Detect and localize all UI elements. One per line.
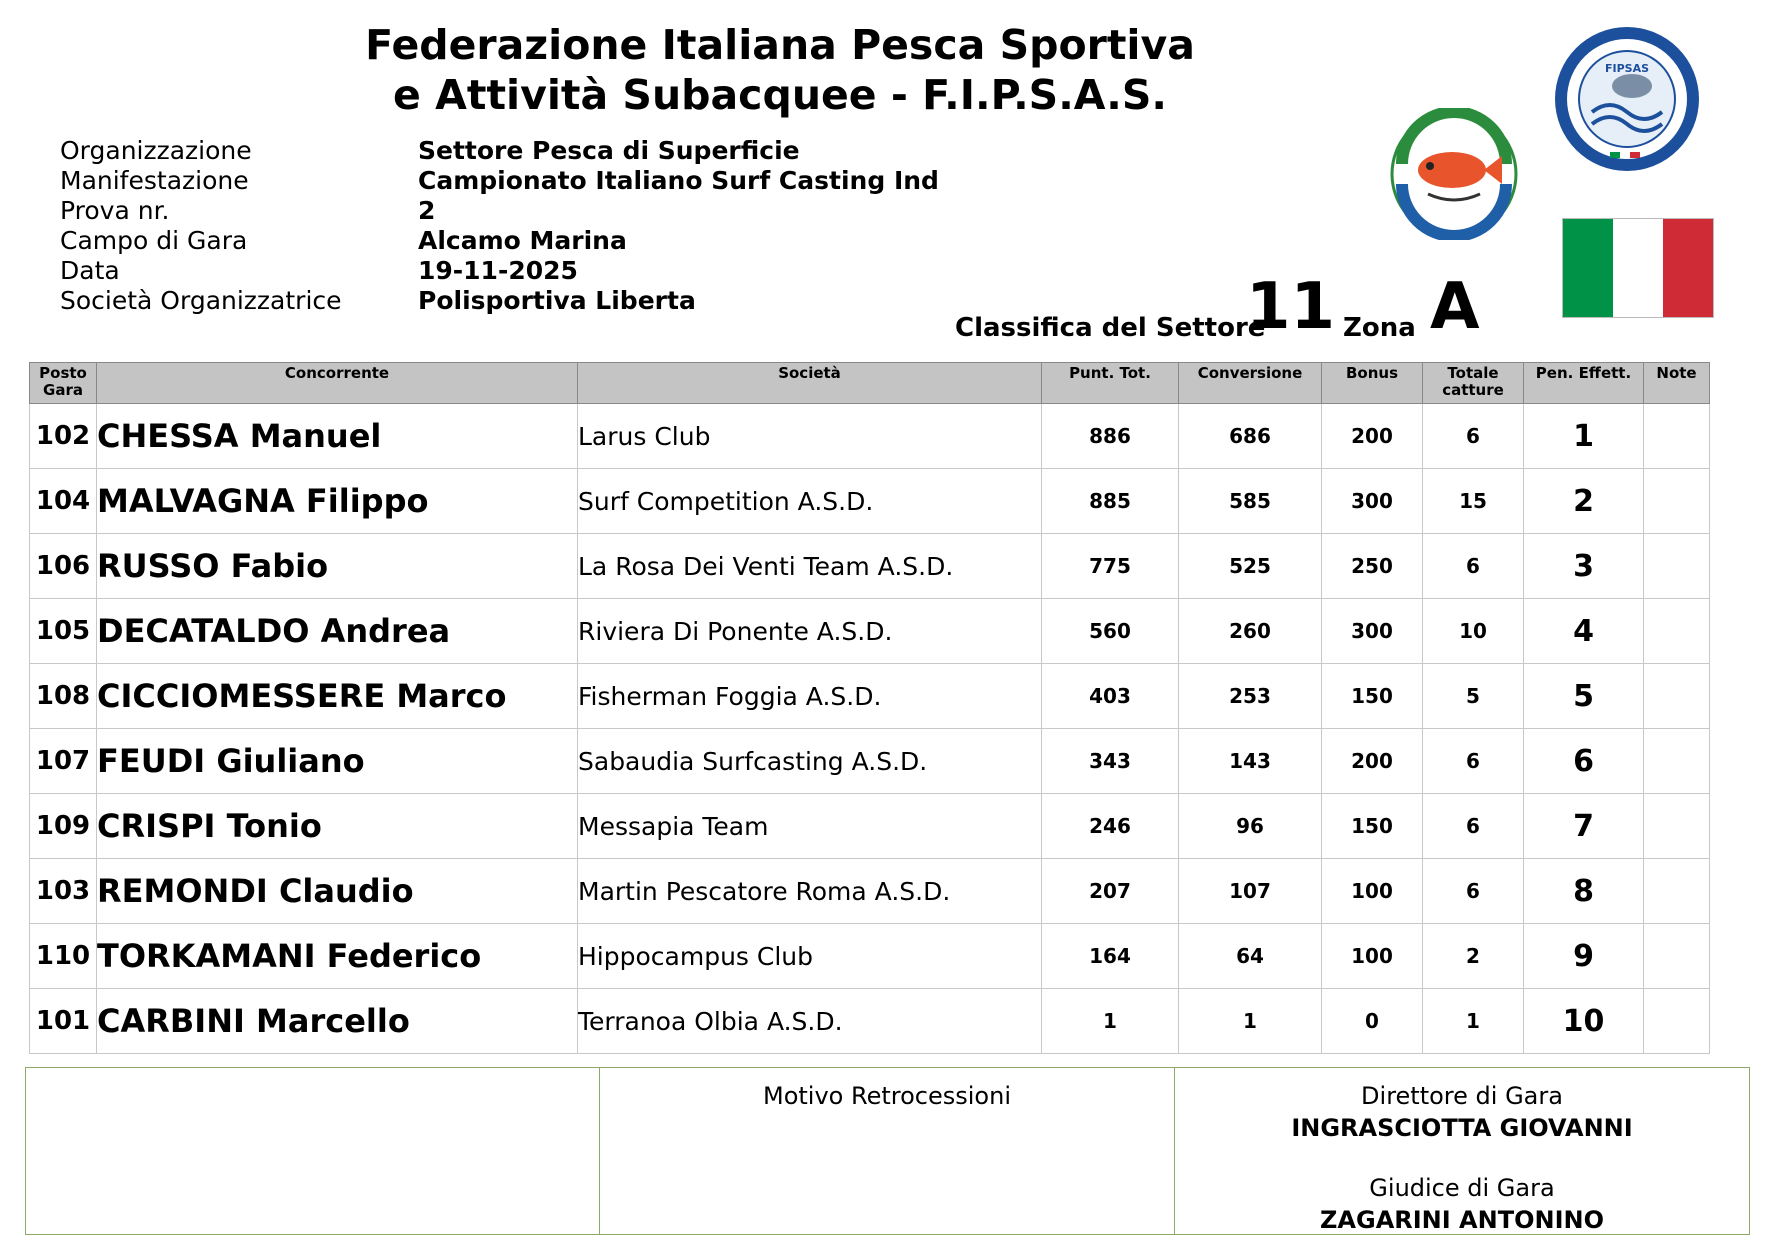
info-value: 19-11-2025 — [418, 255, 578, 285]
cell-bonus: 250 — [1322, 534, 1423, 599]
cell-societa: Messapia Team — [578, 794, 1042, 859]
footer-box — [25, 1067, 1750, 1235]
info-row-organizzazione — [60, 135, 939, 165]
cell-societa: Terranoa Olbia A.S.D. — [578, 989, 1042, 1054]
cell-concorrente: DECATALDO Andrea — [97, 599, 578, 664]
info-label: Campo di Gara — [60, 225, 248, 255]
cell-posto: 107 — [30, 729, 97, 794]
direttore-name: INGRASCIOTTA GIOVANNI — [1291, 1114, 1633, 1142]
cell-pen-effett: 6 — [1524, 729, 1644, 794]
cell-bonus: 150 — [1322, 664, 1423, 729]
cell-conversione: 686 — [1179, 404, 1322, 469]
cell-bonus: 200 — [1322, 729, 1423, 794]
info-row-campo — [60, 225, 939, 255]
cell-bonus: 0 — [1322, 989, 1423, 1054]
cell-bonus: 200 — [1322, 404, 1423, 469]
cell-concorrente: RUSSO Fabio — [97, 534, 578, 599]
table-row — [30, 729, 1710, 794]
header-bonus: Bonus — [1322, 363, 1423, 404]
document-title-line1: Federazione Italiana Pesca Sportiva — [365, 21, 1195, 69]
cell-punt-tot: 1 — [1042, 989, 1179, 1054]
cell-totale-catture: 1 — [1423, 989, 1524, 1054]
header-conversione: Conversione — [1179, 363, 1322, 404]
cell-totale-catture: 6 — [1423, 859, 1524, 924]
cell-pen-effett: 1 — [1524, 404, 1644, 469]
header-punt-tot: Punt. Tot. — [1042, 363, 1179, 404]
cell-conversione: 96 — [1179, 794, 1322, 859]
header-societa: Società — [578, 363, 1042, 404]
cell-concorrente: REMONDI Claudio — [97, 859, 578, 924]
info-label: Data — [60, 255, 120, 285]
cell-pen-effett: 4 — [1524, 599, 1644, 664]
info-label: Prova nr. — [60, 195, 170, 225]
cell-pen-effett: 5 — [1524, 664, 1644, 729]
results-table — [29, 362, 1710, 1054]
table-row — [30, 534, 1710, 599]
cell-conversione: 107 — [1179, 859, 1322, 924]
footer-motivo-cell — [600, 1068, 1175, 1235]
table-header-row — [30, 363, 1710, 404]
cell-bonus: 300 — [1322, 599, 1423, 664]
cell-societa: Hippocampus Club — [578, 924, 1042, 989]
flag-stripe-white — [1613, 219, 1663, 317]
info-row-prova — [60, 195, 939, 225]
info-value: Settore Pesca di Superficie — [418, 135, 800, 165]
event-info — [60, 135, 939, 315]
cell-totale-catture: 6 — [1423, 534, 1524, 599]
cell-punt-tot: 775 — [1042, 534, 1179, 599]
cell-pen-effett: 10 — [1524, 989, 1644, 1054]
cell-note — [1644, 989, 1710, 1054]
cell-pen-effett: 9 — [1524, 924, 1644, 989]
cell-punt-tot: 403 — [1042, 664, 1179, 729]
cell-pen-effett: 3 — [1524, 534, 1644, 599]
fipsas-seal-icon — [1552, 24, 1702, 174]
cell-posto: 101 — [30, 989, 97, 1054]
cell-pen-effett: 2 — [1524, 469, 1644, 534]
table-row — [30, 859, 1710, 924]
flag-stripe-green — [1563, 219, 1613, 317]
cell-concorrente: TORKAMANI Federico — [97, 924, 578, 989]
cell-posto: 104 — [30, 469, 97, 534]
cell-concorrente: CHESSA Manuel — [97, 404, 578, 469]
cell-conversione: 1 — [1179, 989, 1322, 1054]
cell-bonus: 100 — [1322, 859, 1423, 924]
cell-totale-catture: 6 — [1423, 729, 1524, 794]
cell-conversione: 143 — [1179, 729, 1322, 794]
cell-punt-tot: 207 — [1042, 859, 1179, 924]
cell-bonus: 150 — [1322, 794, 1423, 859]
cell-pen-effett: 7 — [1524, 794, 1644, 859]
cell-societa: Sabaudia Surfcasting A.S.D. — [578, 729, 1042, 794]
cell-punt-tot: 885 — [1042, 469, 1179, 534]
cell-posto: 102 — [30, 404, 97, 469]
classifica-label: Classifica del Settore — [955, 313, 1266, 343]
info-value: Alcamo Marina — [418, 225, 627, 255]
cell-bonus: 300 — [1322, 469, 1423, 534]
table-row — [30, 599, 1710, 664]
table-row — [30, 924, 1710, 989]
info-row-data — [60, 255, 939, 285]
cell-conversione: 64 — [1179, 924, 1322, 989]
info-label: Organizzazione — [60, 135, 252, 165]
info-row-manifestazione — [60, 165, 939, 195]
footer-officials-cell — [1175, 1068, 1750, 1235]
table-row — [30, 794, 1710, 859]
cell-concorrente: CARBINI Marcello — [97, 989, 578, 1054]
giudice-label: Giudice di Gara — [1369, 1174, 1555, 1202]
cell-posto: 110 — [30, 924, 97, 989]
info-label: Società Organizzatrice — [60, 285, 342, 315]
cell-totale-catture: 15 — [1423, 469, 1524, 534]
cell-note — [1644, 664, 1710, 729]
table-row — [30, 664, 1710, 729]
table-row — [30, 989, 1710, 1054]
info-row-societa — [60, 285, 939, 315]
cell-totale-catture: 5 — [1423, 664, 1524, 729]
cell-note — [1644, 729, 1710, 794]
cell-punt-tot: 886 — [1042, 404, 1179, 469]
header-posto: Posto Gara — [30, 363, 97, 404]
italian-flag-icon — [1562, 218, 1714, 318]
cell-totale-catture: 6 — [1423, 404, 1524, 469]
cell-societa: Martin Pescatore Roma A.S.D. — [578, 859, 1042, 924]
cell-punt-tot: 164 — [1042, 924, 1179, 989]
cell-note — [1644, 924, 1710, 989]
cell-totale-catture: 6 — [1423, 794, 1524, 859]
cell-concorrente: FEUDI Giuliano — [97, 729, 578, 794]
cell-concorrente: CICCIOMESSERE Marco — [97, 664, 578, 729]
cell-conversione: 253 — [1179, 664, 1322, 729]
info-value: Campionato Italiano Surf Casting Ind — [418, 165, 939, 195]
cell-posto: 108 — [30, 664, 97, 729]
cell-societa: La Rosa Dei Venti Team A.S.D. — [578, 534, 1042, 599]
cell-note — [1644, 859, 1710, 924]
cell-note — [1644, 794, 1710, 859]
flag-stripe-red — [1663, 219, 1713, 317]
cell-note — [1644, 469, 1710, 534]
cell-conversione: 525 — [1179, 534, 1322, 599]
cell-posto: 103 — [30, 859, 97, 924]
zona-label: Zona — [1343, 313, 1416, 343]
cell-note — [1644, 404, 1710, 469]
cell-posto: 109 — [30, 794, 97, 859]
header-pen-effett: Pen. Effett. — [1524, 363, 1644, 404]
table-row — [30, 404, 1710, 469]
cell-note — [1644, 534, 1710, 599]
cell-concorrente: MALVAGNA Filippo — [97, 469, 578, 534]
cell-concorrente: CRISPI Tonio — [97, 794, 578, 859]
document-title-line2: e Attività Subacquee - F.I.P.S.A.S. — [393, 71, 1167, 119]
catch-release-logo-icon — [1388, 108, 1520, 240]
table-row — [30, 469, 1710, 534]
cell-societa: Fisherman Foggia A.S.D. — [578, 664, 1042, 729]
fipsas-seal-short: FIPSAS — [1604, 62, 1650, 75]
cell-posto: 105 — [30, 599, 97, 664]
cell-punt-tot: 560 — [1042, 599, 1179, 664]
zona-value: A — [1430, 270, 1480, 344]
cell-societa: Surf Competition A.S.D. — [578, 469, 1042, 534]
cell-societa: Riviera Di Ponente A.S.D. — [578, 599, 1042, 664]
header-totale-catture: Totale catture — [1423, 363, 1524, 404]
cell-pen-effett: 8 — [1524, 859, 1644, 924]
motivo-retrocessioni-label: Motivo Retrocessioni — [763, 1082, 1011, 1110]
cell-societa: Larus Club — [578, 404, 1042, 469]
cell-totale-catture: 10 — [1423, 599, 1524, 664]
settore-number: 11 — [1246, 270, 1336, 344]
header-note: Note — [1644, 363, 1710, 404]
info-label: Manifestazione — [60, 165, 249, 195]
cell-conversione: 585 — [1179, 469, 1322, 534]
cell-punt-tot: 246 — [1042, 794, 1179, 859]
cell-conversione: 260 — [1179, 599, 1322, 664]
cell-totale-catture: 2 — [1423, 924, 1524, 989]
info-value: 2 — [418, 195, 436, 225]
cell-bonus: 100 — [1322, 924, 1423, 989]
direttore-label: Direttore di Gara — [1361, 1082, 1563, 1110]
info-value: Polisportiva Liberta — [418, 285, 696, 315]
header-concorrente: Concorrente — [97, 363, 578, 404]
cell-punt-tot: 343 — [1042, 729, 1179, 794]
cell-note — [1644, 599, 1710, 664]
giudice-name: ZAGARINI ANTONINO — [1320, 1206, 1604, 1234]
cell-posto: 106 — [30, 534, 97, 599]
footer-empty-cell — [26, 1068, 600, 1235]
